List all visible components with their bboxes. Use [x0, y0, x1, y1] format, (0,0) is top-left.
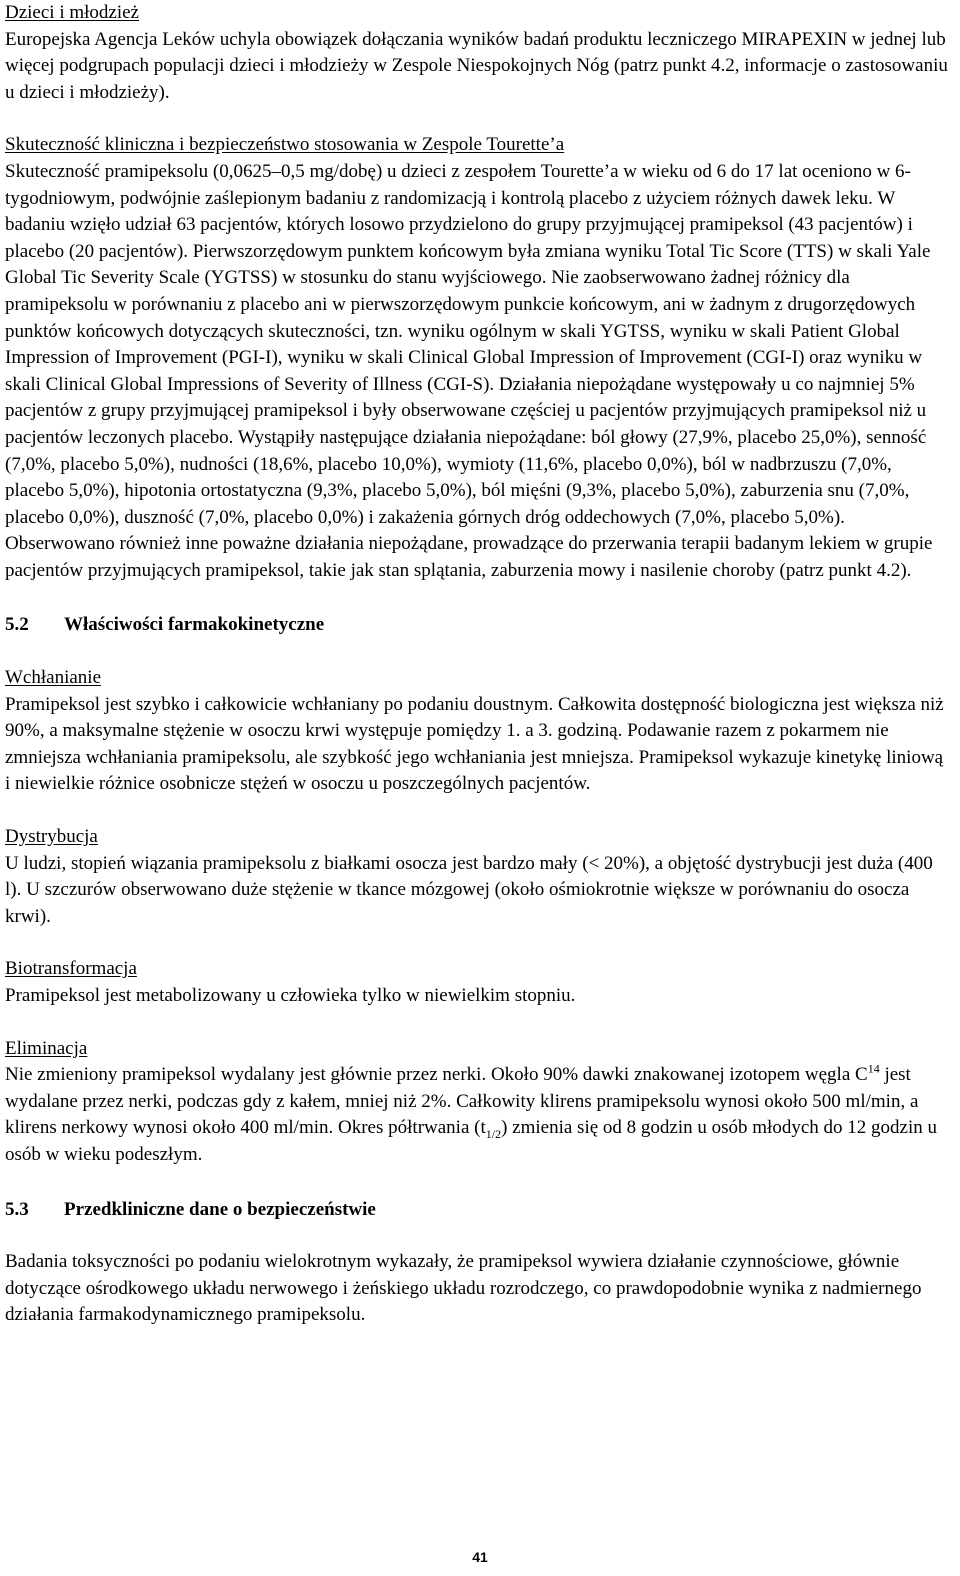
spacer: [5, 1223, 953, 1249]
spacer: [5, 639, 953, 665]
section-children: [5, 0, 953, 106]
paragraph-biotransformation: Pramipeksol jest metabolizowany u człowieka tylko w niewielkim stopniu.: [5, 985, 576, 1006]
superscript-14: 14: [867, 1061, 880, 1076]
page-number: 41: [472, 1549, 488, 1565]
spacer: [5, 1010, 953, 1036]
section-elimination: [5, 1036, 953, 1169]
section-distribution: [5, 824, 953, 930]
document-page: [5, 0, 953, 1329]
subheading-biotransformation: Biotransformacja: [5, 958, 137, 980]
paragraph-distribution: U ludzi, stopień wiązania pramipeksolu z białkami osocza jest bardzo mały (< 20%), a objętość dystrybucji jest duża (400 l). U szczurów obserwowano duże stężenie w tkance mózgowej (około ośmiokrotnie większe w porównaniu do osocza krwi).: [5, 852, 933, 927]
paragraph-elimination: [5, 1062, 953, 1168]
subscript-half: 1/2: [485, 1127, 502, 1142]
paragraph-preclinical: Badania toksyczności po podaniu wielokrotnym wykazały, że pramipeksol wywiera działanie czynnościowe, głównie dotyczące ośrodkowego układu nerwowego i żeńskiego układu rozrodczego, co prawdopodobnie wynika z nadmiernego działania farmakodynamicznego pramipeksolu.: [5, 1251, 922, 1326]
subheading-absorption: Wchłanianie: [5, 667, 102, 689]
elimination-text-a: Nie zmieniony pramipeksol wydalany jest głównie przez nerki. Około 90% dawki znakowanej izotopem węgla C: [5, 1064, 868, 1086]
spacer: [5, 1169, 953, 1197]
paragraph-absorption: Pramipeksol jest szybko i całkowicie wchłaniany po podaniu doustnym. Całkowita dostępność biologiczna jest większa niż 90%, a maksymalne stężenie w osoczu krwi występuje pomiędzy 1. a 3. godziną. Podawanie razem z pokarmem nie zmniejsza wchłaniania pramipeksolu, ale szybkość jego wchłaniania jest mniejsza. Pramipeksol wykazuje kinetykę liniową i niewielkie różnice osobnicze stężeń w osoczu u poszczególnych pacjentów.: [5, 693, 944, 795]
spacer: [5, 930, 953, 956]
heading-pharmacokinetics: [5, 612, 953, 639]
paragraph-children: Europejska Agencja Leków uchyla obowiązek dołączania wyników badań produktu leczniczego MIRAPEXIN w jednej lub więcej podgrupach populacji dzieci i młodzieży w Zespole Niespokojnych Nóg (patrz punkt 4.2, informacje o zastosowaniu u dzieci i młodzieży).: [5, 28, 948, 103]
section-title: Przedkliniczne dane o bezpieczeństwie: [64, 1198, 376, 1220]
subheading-distribution: Dystrybucja: [5, 826, 98, 848]
section-preclinical: [5, 1249, 953, 1329]
spacer: [5, 584, 953, 612]
section-absorption: [5, 665, 953, 798]
section-biotransformation: [5, 956, 953, 1009]
subheading-tourette: Skuteczność kliniczna i bezpieczeństwo stosowania w Zespole Tourette’a: [5, 134, 565, 156]
elimination-text-b: jest wydalane przez nerki, podczas gdy z kałem, mniej niż 2%. Całkowity klirens pramipeksolu wynosi około 500 ml/min, a klirens nerkowy wynosi około 400 ml/min. Okres półtrwania (t: [5, 1064, 919, 1139]
section-number: 5.3: [5, 1198, 29, 1220]
elimination-text-c: ) zmienia się od 8 godzin u osób młodych do 12 godzin u osób w wieku podeszłym.: [5, 1117, 937, 1165]
subheading-elimination: Eliminacja: [5, 1037, 88, 1059]
section-tourette: [5, 132, 953, 584]
spacer: [5, 106, 953, 132]
heading-preclinical: [5, 1197, 953, 1224]
section-title: Właściwości farmakokinetyczne: [64, 614, 325, 636]
paragraph-tourette: Skuteczność pramipeksolu (0,0625–0,5 mg/dobę) u dzieci z zespołem Tourette’a w wieku od 6 do 17 lat oceniono w 6-tygodniowym, podwójnie zaślepionym badaniu z randomizacją i kontrolą placebo z użyciem różnych dawek leku. W badaniu wzięło udział 63 pacjentów, których losowo przydzielono do grupy przyjmującej pramipeksol (43 pacjentów) i placebo (20 pacjentów). Pierwszorzędowym punktem końcowym była zmiana wyniku Total Tic Score (TTS) w skali Yale Global Tic Severity Scale (YGTSS) w stosunku do stanu wyjściowego. Nie zaobserwowano żadnej różnicy dla pramipeksolu w porównaniu z placebo ani w pierwszorzędowym punkcie końcowym, ani w żadnym z drugorzędowych punktów końcowych dotyczących skuteczności, tzn. wyniku ogólnym w skali YGTSS, wyniku w skali Patient Global Impression of Improvement (PGI-I), wyniku w skali Clinical Global Impression of Improvement (CGI-I) oraz wyniku w skali Clinical Global Impressions of Severity of Illness (CGI-S). Działania niepożądane występowały u co najmniej 5% pacjentów z grupy przyjmującej pramipeksol i były obserwowane częściej u pacjentów przyjmujących pramipeksol niż u pacjentów leczonych placebo. Wystąpiły następujące działania niepożądane: ból głowy (27,9%, placebo 25,0%), senność (7,0%, placebo 5,0%), nudności (18,6%, placebo 10,0%), wymioty (11,6%, placebo 0,0%), ból w nadbrzuszu (7,0%, placebo 5,0%), hipotonia ortostatyczna (9,3%, placebo 5,0%), ból mięśni (9,3%, placebo 5,0%), zaburzenia snu (7,0%, placebo 0,0%), duszność (7,0%, placebo 0,0%) i zakażenia górnych dróg oddechowych (7,0%, placebo 5,0%). Obserwowano również inne poważne działania niepożądane, prowadzące do przerwania terapii badanym lekiem w grupie pacjentów przyjmujących pramipeksol, takie jak stan splątania, zaburzenia mowy i nasilenie choroby (patrz punkt 4.2).: [5, 160, 933, 581]
subheading-children: Dzieci i młodzież: [5, 2, 139, 23]
section-number: 5.2: [5, 614, 29, 636]
spacer: [5, 798, 953, 824]
